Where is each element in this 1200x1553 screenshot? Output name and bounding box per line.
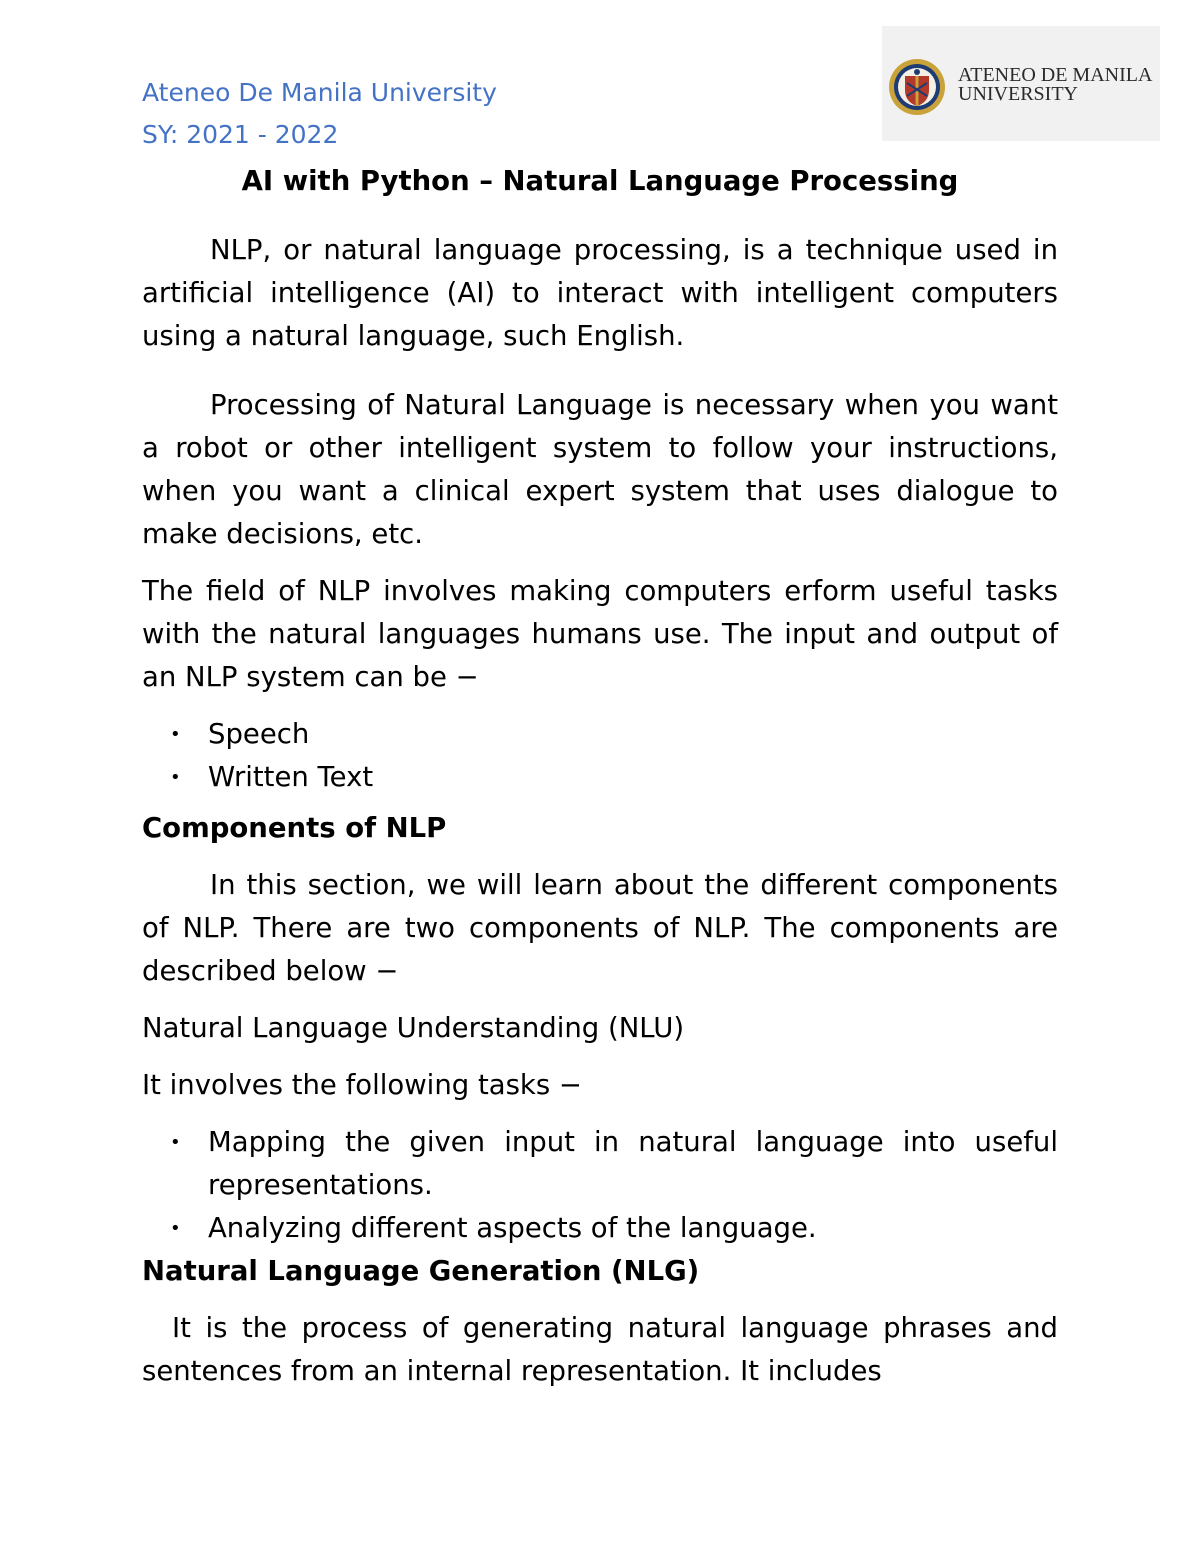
paragraph-components: In this section, we will learn about the different components of NLP. There are two components of NLP. The components are described below −	[142, 869, 1058, 987]
logo-line-1: ATENEO DE MANILA	[958, 64, 1153, 86]
list-item: • Mapping the given input in natural language into useful representations.	[142, 1121, 1058, 1207]
paragraph-nlp-necessity: Processing of Natural Language is necessary when you want a robot or other intelligent system to follow your instructions, when you want a clinical expert system that uses dialogue to make decisions, etc.	[142, 389, 1058, 550]
io-list	[142, 713, 1058, 799]
school-year: SY: 2021 - 2022	[142, 120, 339, 149]
list-item: • Speech	[142, 713, 1058, 756]
nlu-task-list	[142, 1121, 1058, 1250]
heading-nlg: Natural Language Generation (NLG)	[142, 1255, 700, 1287]
university-logo	[882, 26, 1160, 141]
paragraph-nlp-field: The field of NLP involves making computers erform useful tasks with the natural languages humans use. The input and output of an NLP system can be −	[142, 575, 1058, 693]
list-item: • Analyzing different aspects of the language.	[142, 1207, 1058, 1250]
university-name: Ateneo De Manila University	[142, 78, 497, 107]
logo-line-2: UNIVERSITY	[958, 83, 1078, 105]
logo-wordmark	[958, 66, 1152, 104]
heading-nlu: Natural Language Understanding (NLU)	[142, 1012, 685, 1044]
list-item: • Written Text	[142, 756, 1058, 799]
paragraph-nlg: It is the process of generating natural language phrases and sentences from an internal representation. It includes	[142, 1312, 1058, 1387]
paragraph-nlp-definition: NLP, or natural language processing, is a technique used in artificial intelligence (AI) to interact with intelligent computers using a natural language, such English.	[142, 234, 1058, 352]
document-body	[142, 160, 1058, 1393]
seal-icon	[888, 58, 946, 116]
document-title: AI with Python – Natural Language Processing	[241, 165, 959, 197]
paragraph-nlu-intro: It involves the following tasks −	[142, 1069, 582, 1101]
heading-components: Components of NLP	[142, 812, 447, 844]
